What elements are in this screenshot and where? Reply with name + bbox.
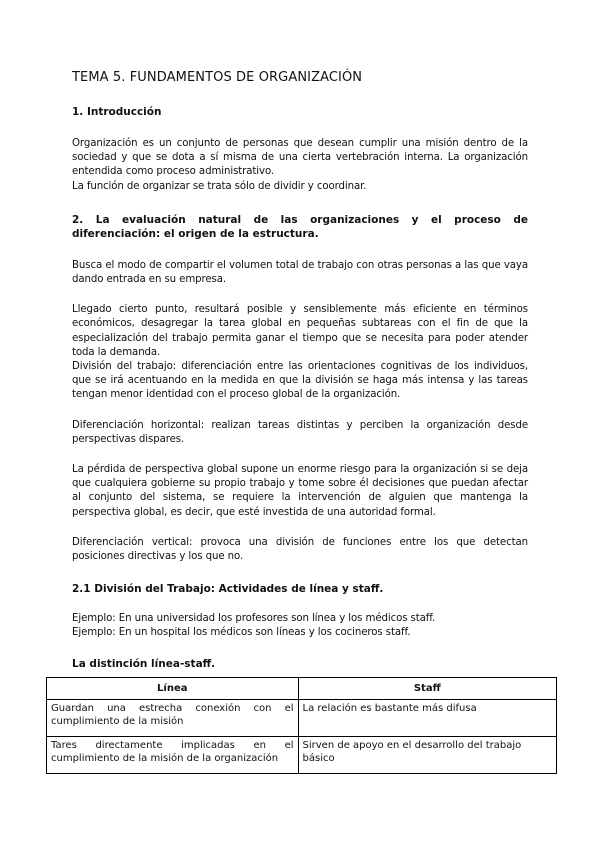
subheading-line-staff: La distinción línea-staff.: [72, 657, 216, 670]
evaluation-paragraph-1: Busca el modo de compartir el volumen total de trabajo con otras personas a las que vaya dando entrada en su empresa.: [72, 259, 528, 286]
table-header-row: [47, 678, 557, 700]
evaluation-paragraph-4: Diferenciación horizontal: realizan tareas distintas y perciben la organización desde perspectivas dispares.: [72, 419, 528, 445]
evaluation-paragraph-5: La pérdida de perspectiva global supone un enorme riesgo para la organización si se deja que cualquiera gobierne su propio trabajo y tome sobre él decisiones que puedan afectar al conjunto del sistema, se requiere la intervención de alguien que mantenga la perspectiva global, es decir, que esté investida de una autoridad formal.: [72, 464, 528, 518]
evaluation-block-3: [72, 419, 528, 447]
table-cell: Tares directamente implicadas en el cumplimiento de la misión de la organización: [47, 737, 299, 774]
table-cell: Guardan una estrecha conexión con el cumplimiento de la misión: [47, 700, 299, 737]
evaluation-block-2: [72, 303, 528, 402]
table-row: [47, 700, 557, 737]
document-title: TEMA 5. FUNDAMENTOS DE ORGANIZACIÓN: [72, 70, 363, 85]
line-staff-table: [46, 677, 557, 774]
evaluation-paragraph-6: Diferenciación vertical: provoca una división de funciones entre los que detectan posiciones directivas y los que no.: [72, 536, 528, 563]
table-header-linea: Línea: [47, 678, 299, 700]
example-paragraph-1: Ejemplo: En una universidad los profesores son línea y los médicos staff.: [72, 613, 436, 625]
examples-block: [72, 612, 528, 640]
evaluation-block-1: [72, 259, 528, 287]
intro-paragraph-2: La función de organizar se trata sólo de dividir y coordinar.: [72, 180, 367, 192]
intro-paragraph-1: Organización es un conjunto de personas que desean cumplir una misión dentro de la sociedad y que se dota a sí misma de una cierta vertebración interna. La organización entendida como proceso administrativo.: [72, 138, 528, 178]
evaluation-block-4: [72, 463, 528, 520]
section-heading-introduction: 1. Introducción: [72, 106, 162, 118]
table-row: [47, 737, 557, 774]
intro-block: [72, 137, 528, 194]
evaluation-paragraph-3: División del trabajo: diferenciación entre las orientaciones cognitivas de los individuos, que se irá acentuando en la medida en que la división se haga más intensa y las tareas tengan menor identidad con el proceso global de la organización.: [72, 361, 528, 401]
table-header-staff: Staff: [298, 678, 556, 700]
evaluation-paragraph-2: Llegado cierto punto, resultará posible y sensiblemente más eficiente en términos económicos, desagregar la tarea global en pequeñas subtareas con el fin de que la especialización del trabajo permita ganar el tiempo que se necesita para poder atender toda la demanda.: [72, 304, 528, 358]
table-cell: Sirven de apoyo en el desarrollo del trabajo básico: [298, 737, 556, 774]
document-page: [72, 70, 528, 689]
example-paragraph-2: Ejemplo: En un hospital los médicos son líneas y los cocineros staff.: [72, 627, 411, 639]
section-heading-division: 2.1 División del Trabajo: Actividades de línea y staff.: [72, 583, 384, 596]
table-cell: La relación es bastante más difusa: [298, 700, 556, 737]
evaluation-block-5: [72, 536, 528, 564]
section-heading-evaluation: 2. La evaluación natural de las organizaciones y el proceso de diferenciación: el origen de la estructura.: [72, 213, 528, 240]
